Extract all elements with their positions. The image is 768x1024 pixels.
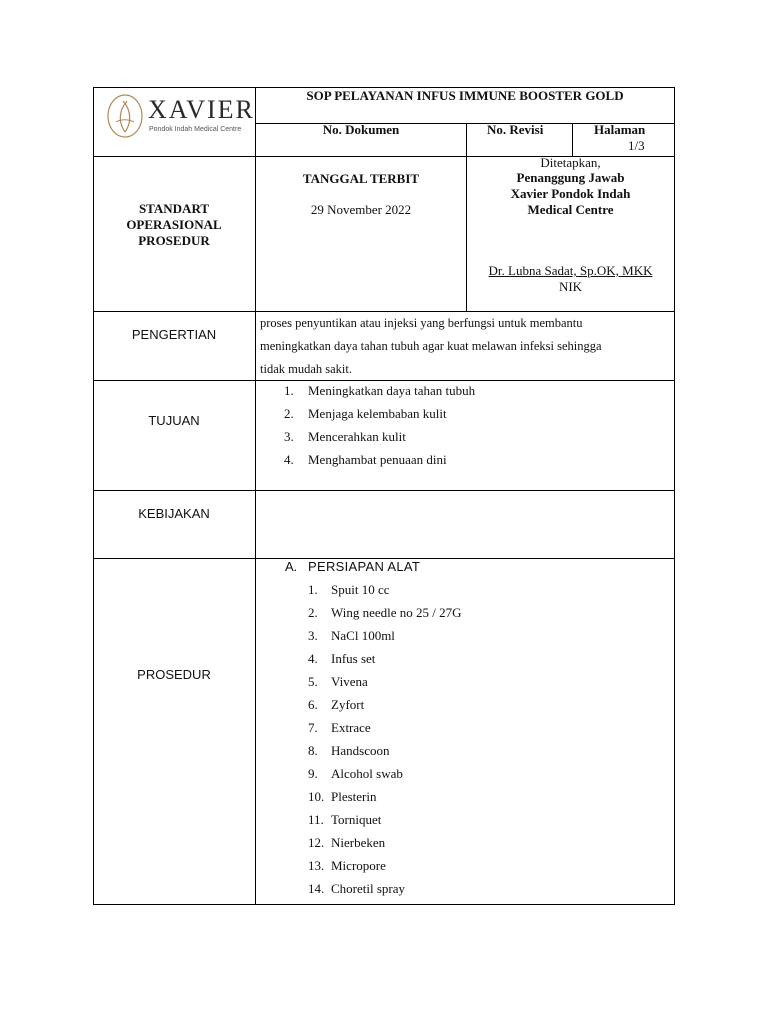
item-text: Vivena bbox=[331, 674, 368, 689]
item-text: Plesterin bbox=[331, 789, 377, 804]
nik-label: NIK bbox=[558, 279, 583, 294]
item-number: 11. bbox=[308, 812, 324, 827]
item-text: Extrace bbox=[331, 720, 371, 735]
no-dokumen-label: No. Dokumen bbox=[322, 122, 400, 137]
pengertian-line2: meningkatkan daya tahan tubuh agar kuat melawan infeksi sehingga bbox=[260, 339, 602, 353]
leaf-emblem-icon bbox=[104, 92, 146, 140]
pengertian-line1: proses penyuntikan atau injeksi yang berfungsi untuk membantu bbox=[260, 316, 583, 330]
item-number: 2. bbox=[308, 605, 318, 620]
item-number: 1. bbox=[284, 383, 294, 398]
item-number: 4. bbox=[308, 651, 318, 666]
halaman-label: Halaman bbox=[594, 122, 646, 137]
sop-type-line1: STANDART bbox=[138, 201, 210, 216]
grid-line bbox=[93, 904, 675, 905]
penanggung-jawab-line3: Medical Centre bbox=[527, 202, 614, 217]
item-number: 3. bbox=[284, 429, 294, 444]
section-letter: A. bbox=[285, 559, 298, 574]
halaman-value: 1/3 bbox=[628, 138, 645, 153]
item-text: Alcohol swab bbox=[331, 766, 403, 781]
list-item bbox=[308, 624, 462, 647]
document-title: SOP PELAYANAN INFUS IMMUNE BOOSTER GOLD bbox=[306, 88, 624, 103]
list-item bbox=[308, 831, 462, 854]
list-item bbox=[308, 762, 462, 785]
list-item bbox=[308, 716, 462, 739]
list-item bbox=[284, 402, 475, 425]
section-title: PERSIAPAN ALAT bbox=[308, 559, 421, 574]
tanggal-terbit-value: 29 November 2022 bbox=[310, 202, 412, 217]
list-item bbox=[308, 670, 462, 693]
tujuan-label: TUJUAN bbox=[148, 413, 200, 428]
item-number: 10. bbox=[308, 789, 325, 804]
list-item bbox=[284, 448, 475, 471]
sop-type-line2: OPERASIONAL bbox=[126, 217, 222, 232]
item-number: 7. bbox=[308, 720, 318, 735]
item-number: 4. bbox=[284, 452, 294, 467]
item-text: Zyfort bbox=[331, 697, 365, 712]
item-text: Nierbeken bbox=[331, 835, 386, 850]
item-number: 9. bbox=[308, 766, 318, 781]
pengertian-line3: tidak mudah sakit. bbox=[260, 362, 352, 376]
ditetapkan-text: Ditetapkan, bbox=[540, 155, 601, 170]
tujuan-list bbox=[284, 379, 475, 471]
penanggung-jawab-line2: Xavier Pondok Indah bbox=[510, 186, 631, 201]
item-text: Meningkatkan daya tahan tubuh bbox=[308, 383, 476, 398]
item-text: Torniquet bbox=[331, 812, 382, 827]
doctor-name: Dr. Lubna Sadat, Sp.OK, MKK bbox=[488, 263, 653, 278]
logo-subtitle: Pondok Indah Medical Centre bbox=[149, 126, 242, 133]
list-item bbox=[308, 647, 462, 670]
item-text: Choretil spray bbox=[331, 881, 406, 896]
list-item bbox=[284, 425, 475, 448]
item-text: Infus set bbox=[331, 651, 376, 666]
list-item bbox=[308, 785, 462, 808]
item-number: 2. bbox=[284, 406, 294, 421]
grid-line bbox=[572, 123, 573, 156]
prosedur-label: PROSEDUR bbox=[137, 667, 211, 682]
list-item bbox=[308, 854, 462, 877]
kebijakan-label: KEBIJAKAN bbox=[138, 506, 210, 521]
item-text: Menjaga kelembaban kulit bbox=[308, 406, 447, 421]
logo-brand: XAVIER bbox=[148, 95, 255, 124]
item-text: Menghambat penuaan dini bbox=[308, 452, 447, 467]
item-number: 3. bbox=[308, 628, 318, 643]
company-logo bbox=[104, 92, 255, 142]
item-text: NaCl 100ml bbox=[331, 628, 395, 643]
list-item bbox=[308, 601, 462, 624]
list-item bbox=[308, 739, 462, 762]
grid-line bbox=[674, 87, 675, 905]
item-text: Spuit 10 cc bbox=[331, 582, 390, 597]
list-item bbox=[308, 693, 462, 716]
sop-type-line3: PROSEDUR bbox=[138, 233, 210, 248]
list-item bbox=[308, 877, 462, 900]
item-text: Handscoon bbox=[331, 743, 390, 758]
no-revisi-label: No. Revisi bbox=[487, 122, 544, 137]
item-number: 6. bbox=[308, 697, 318, 712]
list-item bbox=[308, 808, 462, 831]
item-number: 8. bbox=[308, 743, 318, 758]
item-text: Mencerahkan kulit bbox=[308, 429, 406, 444]
item-text: Wing needle no 25 / 27G bbox=[331, 605, 462, 620]
item-number: 14. bbox=[308, 881, 325, 896]
grid-line bbox=[93, 490, 675, 491]
persiapan-alat-list bbox=[308, 578, 462, 900]
pengertian-label: PENGERTIAN bbox=[131, 327, 217, 342]
item-number: 5. bbox=[308, 674, 318, 689]
item-text: Micropore bbox=[331, 858, 386, 873]
tanggal-terbit-label: TANGGAL TERBIT bbox=[302, 171, 420, 186]
list-item bbox=[284, 379, 475, 402]
item-number: 12. bbox=[308, 835, 325, 850]
item-number: 1. bbox=[308, 582, 318, 597]
list-item bbox=[308, 578, 462, 601]
item-number: 13. bbox=[308, 858, 325, 873]
penanggung-jawab-line1: Penanggung Jawab bbox=[516, 170, 625, 185]
